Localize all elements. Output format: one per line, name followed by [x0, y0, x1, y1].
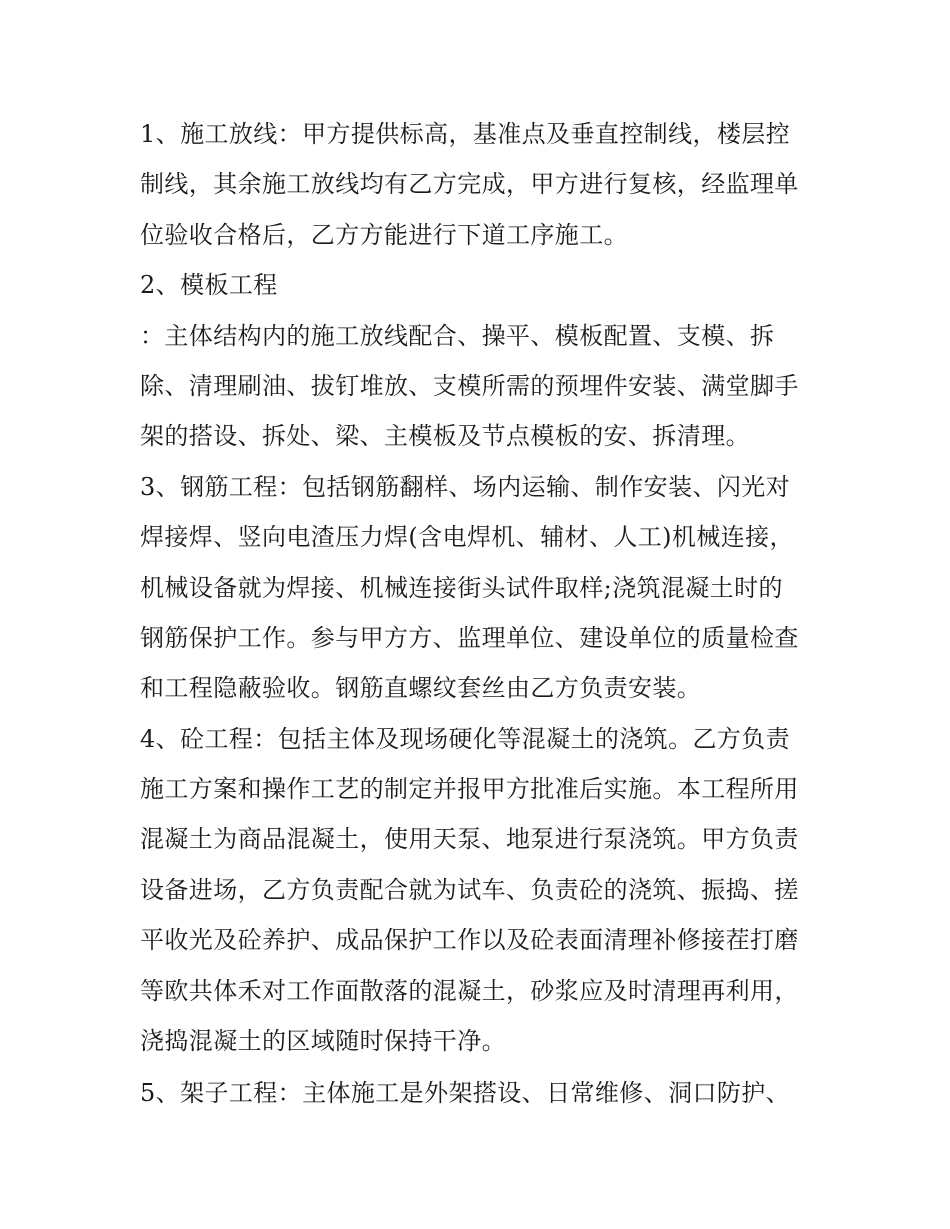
text-line: 3、钢筋工程：包括钢筋翻样、场内运输、制作安装、闪光对: [140, 472, 791, 501]
text-line: 等欧共体禾对工作面散落的混凝土，砂浆应及时清理再利用，: [140, 976, 799, 1005]
text-line: 2、模板工程: [140, 271, 278, 300]
paragraph-section-2: [140, 311, 830, 462]
paragraph-section-5: [140, 1068, 830, 1118]
text-line: 焊接焊、竖向电渣压力焊(含电焊机、辅材、人工)机械连接，: [140, 523, 794, 552]
text-line: 制线，其余施工放线均有乙方完成，甲方进行复核，经监理单: [140, 170, 799, 199]
text-line: 和工程隐蔽验收。钢筋直螺纹套丝由乙方负责安装。: [140, 674, 702, 703]
text-line: 浇捣混凝土的区域随时保持干净。: [140, 1027, 506, 1056]
paragraph-section-3: [140, 462, 830, 714]
paragraph-section-4: [140, 714, 830, 1067]
text-line: 架的搭设、拆处、梁、主模板及节点模板的安、拆清理。: [140, 422, 750, 451]
text-line: ：主体结构内的施工放线配合、操平、模板配置、支模、拆: [140, 321, 775, 350]
text-line: 混凝土为商品混凝土，使用天泵、地泵进行泵浇筑。甲方负责: [140, 825, 799, 854]
document-body: [140, 109, 830, 1119]
text-line: 5、架子工程：主体施工是外架搭设、日常维修、洞口防护、: [140, 1079, 791, 1108]
text-line: 机械设备就为焊接、机械连接街头试件取样;浇筑混凝土时的: [140, 573, 783, 602]
text-line: 设备进场，乙方负责配合就为试车、负责砼的浇筑、振捣、搓: [140, 875, 799, 904]
paragraph-section-1: [140, 109, 830, 260]
text-line: 位验收合格后，乙方方能进行下道工序施工。: [140, 220, 628, 249]
text-line: 平收光及砼养护、成品保护工作以及砼表面清理补修接茬打磨: [140, 926, 799, 955]
text-line: 4、砼工程：包括主体及现场硬化等混凝土的浇筑。乙方负责: [140, 724, 791, 753]
text-line: 钢筋保护工作。参与甲方方、监理单位、建设单位的质量检查: [140, 623, 799, 652]
text-line: 施工方案和操作工艺的制定并报甲方批准后实施。本工程所用: [140, 775, 799, 804]
text-line: 1、施工放线：甲方提供标高，基准点及垂直控制线，楼层控: [140, 120, 791, 148]
text-line: 除、清理刷油、拔钉堆放、支模所需的预埋件安装、满堂脚手: [140, 371, 799, 400]
heading-section-2: [140, 260, 830, 310]
